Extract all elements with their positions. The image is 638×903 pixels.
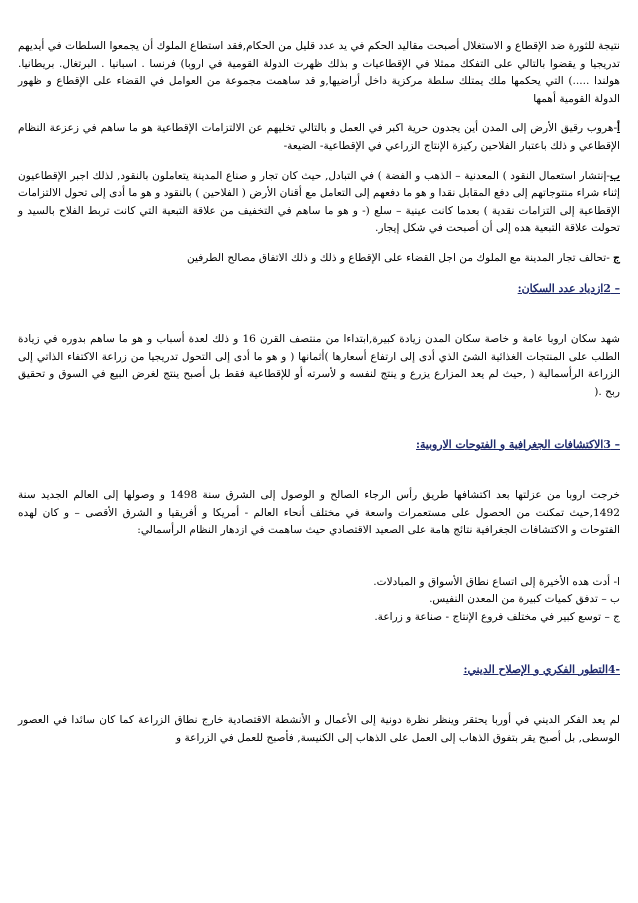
- factor-a-mark: أ: [617, 122, 620, 135]
- factor-b: [18, 168, 620, 238]
- section3-heading: – 3الاكتشافات الجغرافية و الفتوحات الاروبية:: [416, 437, 620, 451]
- section4-heading: -4التطور الفكري و الإصلاح الديني:: [463, 662, 620, 676]
- document-page: [18, 38, 620, 747]
- factor-c: [18, 250, 620, 268]
- section2-heading: – 2ازدياد عدد السكان:: [517, 281, 620, 295]
- list-item: ج – توسع كبير في مختلف فروع الإنتاج - صناعة و زراعة.: [374, 611, 620, 624]
- intro-paragraph: نتيجة للثورة ضد الإقطاع و الاستغلال أصبحت مقاليد الحكم في يد عدد قليل من الحكام,فقد استطاع الملوك أن يجمعوا السلطات في أيديهم تدريجيا و يقضوا بالتالي على التفكك ممثلا في الإقطاعيات و بذلك ظهرت الدولة القومية في اروبا) فرنسا . اسبانيا . البرتغال. بريطانيا. هولندا .....) التي يحكمها ملك يمتلك سلطة مركزية داخل أراضيها,و قد ساهمت مجموعة من العوامل في القضاء على الإقطاع و ظهور الدولة القومية أهمها: [18, 40, 620, 105]
- factor-a-text: -هروب رقيق الأرض إلى المدن أين يجدون حرية اكبر في العمل و بالتالي تخليهم عن الالتزامات الإقطاعية هو ما ساهم في زعزعة النظام الإقطاعي و ذلك باعتبار الفلاحين ركيزة الإنتاج الزراعي في الإقطاعية- الضيعة-: [18, 122, 620, 152]
- section2-body: شهد سكان اروبا عامة و خاصة سكان المدن زيادة كبيرة,ابتداءا من منتصف القرن 16 و ذلك لعدة أسباب و هو ما ساهم بدوره في زيادة الطلب على المنتجات الغذائية الشئ الذي أدى إلى ارتفاع أسعارها )أثمانها ( و هو ما أدى إلى التحول تدريجيا من زراعة الاكتفاء الذاتي إلى الزراعة الرأسمالية ( ,حيث لم يعد المزارع يزرع و ينتج لنفسه و لأسرته أو للإقطاعية فقط بل أصبح ينتج لغرض البيع في السوق و تحقيق ربح .(: [18, 333, 620, 398]
- section3-body: خرجت اروبا من عزلتها بعد اكتشافها طريق رأس الرجاء الصالح و الوصول إلى الشرق سنة 1498 و وصولها إلى العالم الجديد سنة 1492,حيث تمكنت من الحصول على مستعمرات واسعة في مختلف أنحاء العالم - أمريكا و أفريقيا و الشرق الأقصى – و كان لهده الفتوحات و الاكتشافات الجغرافية نتائج هامة على الصعيد الاقتصادي حيث ساهمت في ازدهار النظام الرأسمالي:: [18, 489, 620, 537]
- factor-a: [18, 120, 620, 155]
- list-item: ب – تدفق كميات كبيرة من المعدن النفيس.: [429, 593, 620, 606]
- section4-body: لم يعد الفكر الديني في أوربا يحتقر وينظر نظرة دونية إلى الأعمال و الأنشطة الاقتصادية خارج نطاق الزراعة كما كان سائدا في العصور الوسطى, بل أصبح يقر بتفوق الذهاب إلى العمل على الذهاب إلى الكنيسة, فأصبح للعمل في الزراعة و: [18, 714, 620, 744]
- factor-b-text: -إنتشار استعمال النقود ) المعدنية – الذهب و الفضة ) في التبادل, حيث كان تجار و صناع المدينة يتعاملون بالنقود, لذلك اجبر الإقطاعيون إثناء شراء منتوجاتهم إلى دفع المقابل نقدا و هو ما دفعهم إلى التعامل مع أقنان الأرض ( الفلاحين ) بالنقود و هو ما أدى إلى تحول الالتزامات الإقطاعية إلى التزامات نقدية ) بعدما كانت عينية – سلع (- و هو ما ساهم في التخفيف من علاقة التبعية التي كانت تربط الفلاح بالسيد و تحولت علاقة التبعية هده إلى أن أصبحت في شكل إيجار.: [18, 169, 620, 235]
- factor-c-mark: ج: [613, 251, 620, 264]
- factor-b-mark: ب: [610, 169, 620, 182]
- section3-results-list: [18, 574, 620, 627]
- list-item: ا- أدت هده الأخيرة إلى اتساع نطاق الأسواق و المبادلات.: [373, 575, 620, 588]
- factor-c-text: -تحالف تجار المدينة مع الملوك من اجل القضاء على الإقطاع و ذلك و ذلك الاتفاق مصالح الطرفين: [186, 251, 614, 264]
